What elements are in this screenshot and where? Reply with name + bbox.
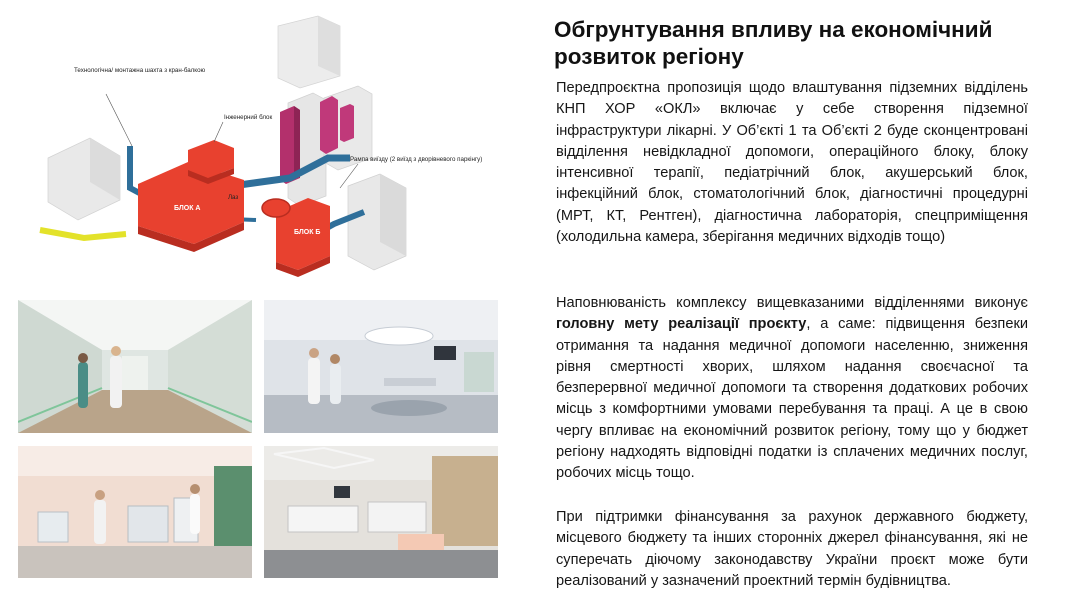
shaft-label: Технологічна/ монтажна шахта з кран-балкою [74, 67, 206, 74]
isometric-plan-svg [28, 8, 518, 288]
passage-label: Лаз [228, 194, 239, 201]
block-a-label: БЛОК А [174, 205, 201, 212]
hospital-corridor-photo [18, 300, 252, 433]
paragraph-goal-rest: , а саме: підвищення безпеки отримання та надання медичної допомоги населенню, зниження рівня смертності хворих, шляхом надання своєчасної та безперервної медичної допомоги та створення додаткових робочих місць з комфортними умовами перебування та праці. А це в свою чергу впливає на економічний розвиток регіону, тому що у бюджет регіону надходять відповідні податки із сплачених медичних послуг, робочих місць тощо. [556, 316, 1028, 482]
paragraph-goal-intro: Наповнюваність комплексу вищевказаними відділеннями виконує [556, 295, 1028, 311]
operating-room-illustration [264, 300, 498, 433]
patient-ward-photo [264, 446, 498, 578]
engineering-leader [214, 122, 223, 142]
rotunda-shape [262, 199, 290, 217]
block-b-label: БЛОК Б [294, 229, 321, 236]
page-title: Обгрунтування впливу на економічний розвиток регіону [554, 17, 993, 69]
maternity-illustration [18, 446, 252, 578]
corridor-illustration [18, 300, 252, 433]
tower-3 [340, 104, 354, 142]
tower-1-side [294, 106, 300, 178]
underground-complex-diagram [28, 8, 518, 288]
ward-illustration [264, 446, 498, 578]
paragraph-financing: При підтримки фінансування за рахунок державного бюджету, місцевого бюджету та інших сторонніх джерел фінансування, які не суперечать діючому законодавству України проєкт може бути реалізований у зазначений проектний термін будівництва. [556, 509, 1028, 589]
paragraph-project-proposal: Передпроєктна пропозиція щодо влаштування підземних відділень КНП ХОР «ОКЛ» включає у себе створення підземної інфраструктури лікарні. У Об’єкті 1 та Об’єкті 2 буде сконцентровані відділення невідкладної допомоги, операційного блоку, блоку інтенсивної терапії, педіатрічний блок, акушерський блок, інфекційний блок, стоматологічний блок, діагностичні процедурні (МРТ, КТ, Рентген), діагностична лабораторія, спецприміщення (холодильна камера, зберігання медичних відходів тощо) [556, 80, 1028, 246]
ramp-label: Рампа виїзду (2 виїзд з дворівневого паркінгу) [350, 156, 483, 163]
paragraph-project-goal [556, 293, 1028, 485]
engineering-label: Інженерний блок [224, 114, 273, 121]
yellow-path [40, 230, 126, 238]
building-bottom-right-side [380, 174, 406, 256]
paragraph-goal-emphasis: головну мету реалізації проєкту [556, 316, 807, 333]
shaft-leader [106, 94, 132, 146]
maternity-ward-photo [18, 446, 252, 578]
operating-room-photo [264, 300, 498, 433]
tower-2 [320, 96, 338, 154]
building-top-side [318, 16, 340, 76]
